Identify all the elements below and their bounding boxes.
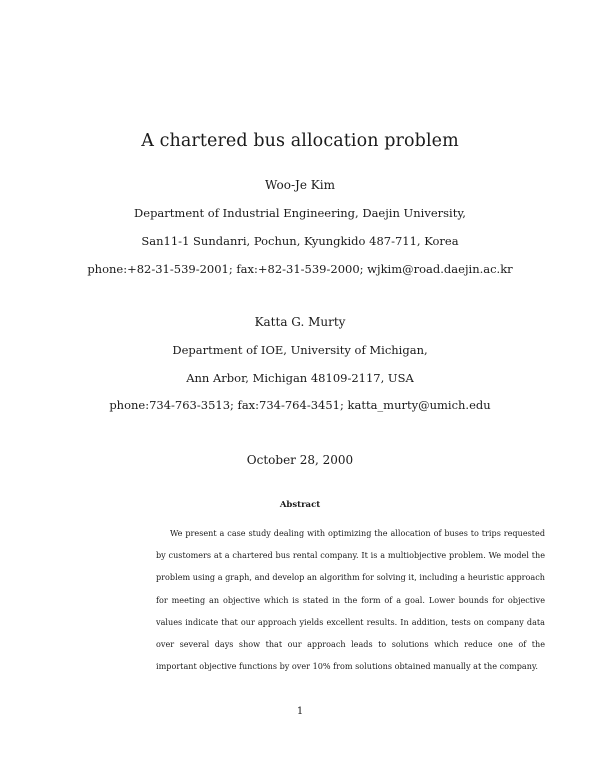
- author-1-affiliation-line-2: San11-1 Sundanri, Pochun, Kyungkido 487-711, Korea: [141, 234, 459, 248]
- page-number: 1: [296, 706, 304, 717]
- author-1-affiliation-line-1: Department of Industrial Engineering, Daejin University,: [134, 206, 466, 220]
- author-1-name: Woo-Je Kim: [265, 178, 335, 192]
- paper-date: October 28, 2000: [246, 453, 354, 467]
- abstract-body: We present a case study dealing with optimizing the allocation of buses to trips requested by customers at a chartered bus rental company. It is a multiobjective problem. We model the problem using a graph, and develop an algorithm for solving it, including a heuristic approach for meeting an objective which is stated in the form of a goal. Lower bounds for objective values indicate that our approach yields excellent results. In addition, tests on company data over several days show that our approach leads to solutions which reduce one of the important objective functions by over 10% from solutions obtained manually at the company.: [156, 528, 545, 672]
- author-2-affiliation-line-1: Department of IOE, University of Michigan,: [172, 343, 428, 357]
- author-2-affiliation-line-2: Ann Arbor, Michigan 48109-2117, USA: [186, 371, 414, 385]
- author-1-contact: phone:+82-31-539-2001; fax:+82-31-539-2000; wjkim@road.daejin.ac.kr: [87, 262, 513, 276]
- abstract-heading: Abstract: [279, 500, 321, 510]
- paper-title: A chartered bus allocation problem: [141, 131, 459, 151]
- author-2-name: Katta G. Murty: [254, 315, 346, 329]
- author-2-contact: phone:734-763-3513; fax:734-764-3451; katta_murty@umich.edu: [109, 398, 491, 412]
